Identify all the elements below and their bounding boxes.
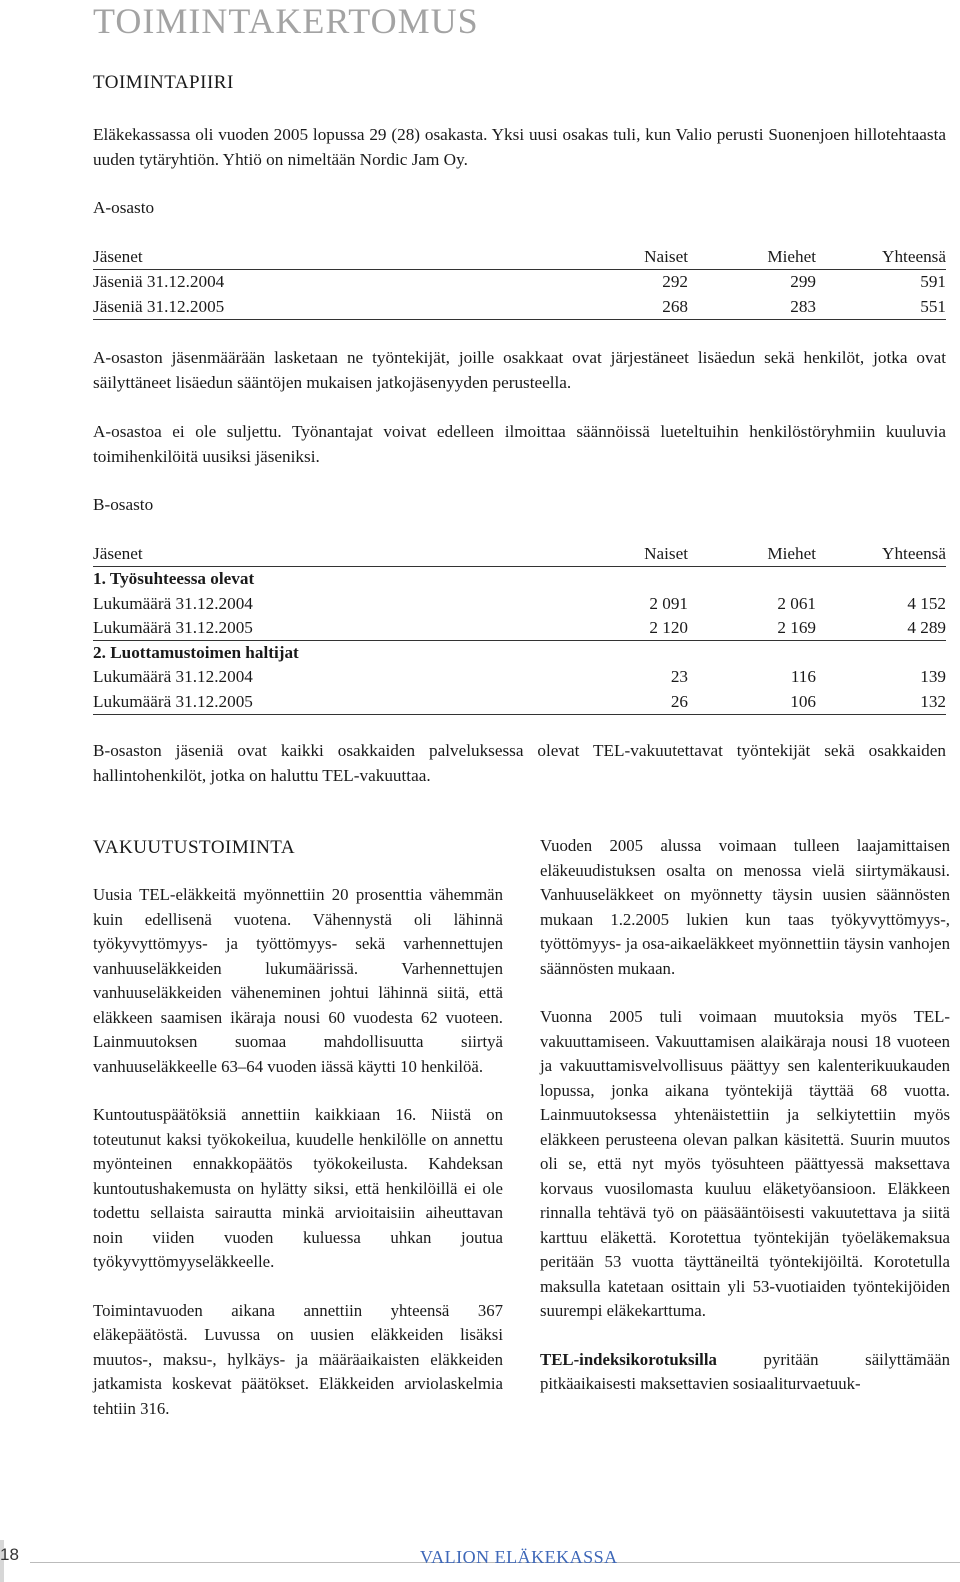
right-paragraph-2: Vuonna 2005 tuli voimaan muutoksia myös TEL-vakuuttamiseen. Vakuuttamisen alaikäraja nousi 18 vuoteen ja vakuuttamisvelvollisuus päättyy sen kalenterikuukauden lopussa, jonka aikana työntekijä täyttää 68 vuotta. Lainmuutoksessa yhtenäistettiin ja selkiytettiin myös eläkkeen perusteena olevan palkan käsitettä. Suurin muutos oli se, että nyt myös työsuhteen päättyessä maksettava korvaus vuosilomasta kuuluu eläketyöansioon. Eläkkeen rinnalla tehtävä työ on pääsääntöisesti vakuutettava ja siitä karttuu eläkettä. Korotettua työntekijän työeläkemaksua peritään 53 vuotta täyttäneiltä työntekijöiltä. Korotetulla maksulla katetaan osittain yli 53-vuotiaiden työntekijöiden suurempi eläkekarttuma. [540, 1007, 950, 1320]
group-label: 1. Työsuhteessa olevat [93, 569, 255, 589]
col-header-miehet: Miehet [767, 247, 816, 266]
a-osasto-paragraph-1: A-osaston jäsenmäärään lasketaan ne työntekijät, joille osakkaat ovat järjestäneet lisäedun sekä henkilöt, jotka ovat säilyttäneet lisäedun sääntöjen mukaisen jatkojäsenyyden perusteella. [93, 348, 946, 392]
cell-naiset: 268 [662, 296, 688, 316]
cell-yhteensa: 551 [920, 296, 946, 316]
cell-miehet: 116 [790, 667, 816, 687]
cell-miehet: 106 [790, 691, 816, 711]
col-header-miehet: Miehet [767, 544, 816, 563]
cell-naiset: 26 [670, 691, 688, 711]
col-header-jasenet: Jäsenet [93, 247, 143, 266]
table-header-row [93, 245, 946, 270]
row-label: Jäseniä 31.12.2005 [93, 296, 225, 316]
left-paragraph-3: Toimintavuoden aikana annettiin yhteensä 367 eläkepäätöstä. Luvussa on uusien eläkkeiden lisäksi muutos-, maksu-, hylkäys- ja määräaikaisten eläkkeiden jatkamista koskevat päätökset. Eläkkeiden arviolaskelmia tehtiin 316. [93, 1300, 503, 1418]
left-column [93, 883, 503, 1421]
b-osasto-heading: B-osasto [93, 495, 154, 514]
cell-yhteensa: 139 [920, 667, 946, 687]
cell-naiset: 292 [662, 272, 688, 292]
paragraph-rest: pyritään säilyttämään pitkäaikaisesti maksettavien sosiaaliturvaetuuk- [540, 1349, 950, 1393]
b-osasto-table [93, 542, 946, 715]
group-label-luottamustoimen [93, 641, 946, 665]
right-paragraph-1: Vuoden 2005 alussa voimaan tulleen laajamittaisen eläkeuudistuksen osalta on menossa vielä siirtymäkausi. Vanhuuseläkkeet on myönnetty täysin uusien säännösten mukaan 1.2.2005 lukien kun taas työkyvyttömyys-, työttömyys- ja osa-aikaeläkkeet myönnettiin täysin vanhojen säännösten mukaan. [540, 836, 950, 978]
group-label: 2. Luottamustoimen haltijat [93, 643, 299, 663]
cell-yhteensa: 4 152 [907, 593, 946, 613]
cell-naiset: 2 120 [649, 617, 688, 637]
cell-miehet: 299 [790, 272, 816, 292]
cell-miehet: 283 [790, 296, 816, 316]
cell-yhteensa: 591 [920, 272, 946, 292]
col-header-jasenet: Jäsenet [93, 544, 143, 563]
cell-yhteensa: 132 [920, 691, 946, 711]
b-osasto-paragraph: B-osaston jäseniä ovat kaikki osakkaiden palveluksessa olevat TEL-vakuutettavat työntekijät sekä osakkaiden hallintohenkilöt, jotka on haluttu TEL-vakuuttaa. [93, 741, 946, 785]
left-paragraph-2: Kuntoutuspäätöksiä annettiin kaikkiaan 16. Niistä on toteutunut kaksi työkokeilua, kuudelle henkilölle on annettu myönteinen ennakkopäätös työkokeilusta. Kahdeksan kuntoutushakemusta on hylätty siksi, että henkilöillä ei ole todettu sellaista sairautta minkä arvioitaisiin aiheuttavan noin viiden vuoden kuluessa uhkan joutua työkyvyttömyyseläkkeelle. [93, 1105, 503, 1271]
row-label: Lukumäärä 31.12.2005 [93, 617, 253, 637]
table-row [93, 295, 946, 320]
cell-naiset: 23 [670, 667, 688, 687]
cell-miehet: 2 061 [777, 593, 816, 613]
cell-miehet: 2 169 [777, 617, 816, 637]
section-heading-toimintapiiri: TOIMINTAPIIRI [93, 72, 234, 93]
a-osasto-table [93, 245, 946, 320]
footer-brand: VALION ELÄKEKASSA [420, 1547, 618, 1567]
table-row [93, 270, 946, 294]
col-header-yhteensa: Yhteensä [882, 247, 946, 266]
col-header-yhteensa: Yhteensä [882, 544, 946, 563]
row-label: Lukumäärä 31.12.2005 [93, 691, 253, 711]
section-heading-vakuutustoiminta: VAKUUTUSTOIMINTA [93, 837, 296, 858]
table-row [93, 592, 946, 616]
cell-yhteensa: 4 289 [907, 617, 946, 637]
intro-paragraph: Eläkekassassa oli vuoden 2005 lopussa 29 (28) osakasta. Yksi uusi osakas tuli, kun Valio perusti Suonenjoen hillotehtaasta uuden tytäryhtiön. Yhtiö on nimeltään Nordic Jam Oy. [93, 125, 946, 169]
table-header-row [93, 542, 946, 567]
right-paragraph-3 [540, 1348, 950, 1397]
row-label: Jäseniä 31.12.2004 [93, 272, 225, 292]
row-label: Lukumäärä 31.12.2004 [93, 667, 253, 687]
table-row [93, 690, 946, 715]
page-title: TOIMINTAKERTOMUS [93, 1, 479, 41]
page-number: 18 [0, 1545, 19, 1564]
table-row [93, 616, 946, 641]
a-osasto-paragraph-2: A-osastoa ei ole suljettu. Työnantajat voivat edelleen ilmoittaa säännöissä lueteltuihin henkilöstöryhmiin kuuluvia toimihenkilöitä uusiksi jäseniksi. [93, 422, 946, 466]
col-header-naiset: Naiset [644, 544, 688, 563]
cell-naiset: 2 091 [649, 593, 688, 613]
col-header-naiset: Naiset [644, 247, 688, 266]
a-osasto-heading: A-osasto [93, 198, 155, 217]
row-label: Lukumäärä 31.12.2004 [93, 593, 253, 613]
right-column [540, 834, 950, 1397]
group-label-tyosuhteessa [93, 567, 946, 591]
table-row [93, 665, 946, 689]
bold-lead: TEL-indeksikorotuksilla [540, 1349, 717, 1369]
left-paragraph-1: Uusia TEL-eläkkeitä myönnettiin 20 prosenttia vähemmän kuin edellisenä vuotena. Vähennystä oli lähinnä työkyvyttömyys- ja työttömyys- sekä varhennettujen vanhuuseläkkeiden lukumäärissä. Varhennettujen vanhuuseläkkeiden väheneminen johtui lähinnä siitä, että eläkkeen saamisen ikäraja nousi 60 vuodesta 62 vuoteen. Lainmuutoksen suomaa mahdollisuutta siirtyä vanhuuseläkkeelle 63–64 vuoden iässä käytti 10 henkilöä. [93, 885, 503, 1076]
